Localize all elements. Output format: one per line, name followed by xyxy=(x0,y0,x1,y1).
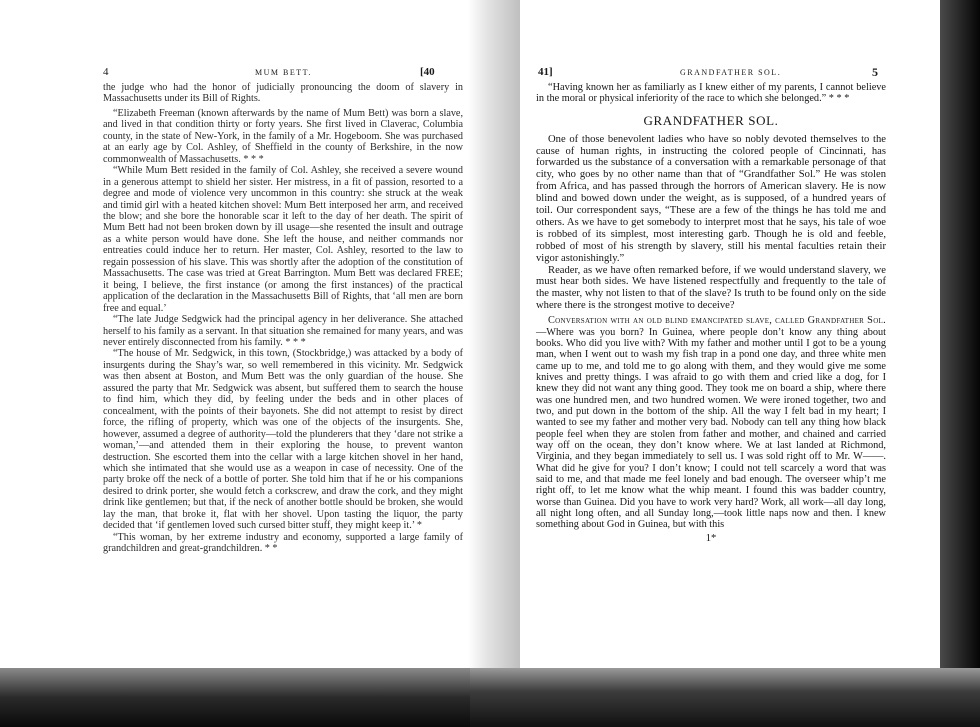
left-paragraph: “This woman, by her extreme industry and economy, supported a large family of grandchildren and great-grandchildren. * * xyxy=(103,531,463,555)
right-page-ref: 41] xyxy=(538,66,553,78)
left-paragraph: “The late Judge Sedgwick had the principal agency in her deliverance. She attached herself to his family as a servant. In that situation she remained for many years, and was never entirely disconnected from his family. * * * xyxy=(103,314,463,348)
left-paragraph: the judge who had the honor of judicially pronouncing the doom of slavery in Massachusetts under its Bill of Rights. xyxy=(103,82,463,105)
left-paragraph: “Elizabeth Freeman (known afterwards by the name of Mum Bett) was born a slave, and lived in that condition thirty or forty years. She first lived in Claverac, Columbia county, in the state of New-York, in the family of a Mr. Hogeboom. She was purchased at an early age by Col. Ashley, of Sheffield in the county of Berkshire, in the now commonwealth of Massachusetts. * * * xyxy=(103,107,463,165)
left-paragraph: “The house of Mr. Sedgwick, in this town, (Stockbridge,) was attacked by a body of insurgents during the Shay’s war, so well remembered in this vicinity. Mr. Sedgwick was then absent at Boston, and Mum Bett was the only guardian of the house. She assured the party that Mr. Sedgwick was absent, but suffered them to search the house to find him, which they did, by feeling under the beds and in other places of concealment, with the points of their bayonets. She did not attempt to resist by direct force, the rifling of property, which was one of the objects of the insurgents. She, however, assumed a degree of authority—told the plunderers that they ‘dare not strike a woman,’—and attended them in their exploring the house, to prevent wanton destruction. She escorted them into the cellar with a large kitchen shovel in her hand, which she intimated that she would use as a weapon in case of necessity. One of the party broke off the neck of a bottle of porter. She told him that if he or his companions desired to drink porter, she would fetch a corkscrew, and draw the cork, and they might drink like gentlemen; but that, if the neck of another bottle should be broken, she would lay the man, that broke it, flat with her shovel. Upon tasting the liquor, the party decided that ‘if gentlemen loved such cursed bitter stuff, they might keep it.’ * xyxy=(103,348,463,532)
signature-mark: 1* xyxy=(705,532,717,544)
right-paragraph: Reader, as we have often remarked before, if we would understand slavery, we must hear both sides. We have listened respectfully and frequently to the tale of the master, why not listen to that of the slave? Is truth to be found only on the side where there is the strongest motive to deceive? xyxy=(536,264,886,312)
right-paragraph: One of those benevolent ladies who have so nobly devoted themselves to the cause of human rights, in instructing the colored people of Cincinnati, has forwarded us the substance of a conversation with a remarkable personage of that city, who goes by no other name than that of “Grandfather Sol.” He was stolen from Africa, and has passed through the horrors of American slavery. He is now blind and bowed down under the weight, as is supposed, of a hundred years of toil. Our correspondent says, “These are a few of the things he has told me and others. As we have to get somebody to interpret most that he says, his tale of woe is robbed of its simplest, most interesting garb. Though he is old and feeble, robbed of most of his strength by slavery, still his mental faculties retain their vigor astonishingly.” xyxy=(536,133,886,264)
conversation-lead: Conversation with an old blind emancipated slave, called Grandfather Sol. xyxy=(548,315,886,327)
right-text-column xyxy=(536,82,886,545)
book-gutter xyxy=(468,0,522,727)
left-paragraph: “While Mum Bett resided in the family of Col. Ashley, she received a severe wound in a generous attempt to shield her sister. Her mistress, in a fit of passion, resorted to a degree and mode of violence very uncommon in this country: she struck at the weak and timid girl with a heated kitchen shovel: Mum Bett interposed her arm, and received the blow; and she bore the honorable scar it left to the day of her death. The spirit of Mum Bett had not been broken down by ill usage—she resented the insult and outrage as a white person would have done. She left the house, and neither commands nor entreaties could induce her to return. Her master, Col. Ashley, resorted to the law to regain possession of his slave. This was shortly after the adoption of the constitution of Massachusetts. The case was tried at Great Barrington. Mum Bett was declared FREE; it being, I believe, the first instance (or among the first instances) of the practical application of the declaration in the Massachusetts Bill of Rights, that ‘all men are born free and equal.’ xyxy=(103,165,463,314)
bottom-shadow-left xyxy=(0,668,470,727)
conversation-text: —Where was you born? In Guinea, where people don’t know any thing about books. Who did you live with? With my father and mother until I got to be a young man, when I went out to wash my fish trap in a pond one day, and three white men came up to me, and told me to go along with them, and they would give me some knives and pretty things. I was afraid to go with them and cried like a dog, for I knew they did not want any thing good. They took me on board a ship, where there was one hundred men, and two hundred women. We were ironed together, two and two, and put down in the bottom of the ship. All the way I felt bad in my heart; I wanted to see my father and mother very bad. Nobody can tell any thing how black people feel when they are stolen from father and mother, and chained and carried way off on the ocean, they don’t know where. We at last landed at Richmond, Virginia, and they began immediately to sell us. I was sold right off to Mr. W——. What did he give for you? I don’t know; I could not tell scarcely a word that was said to me, and that made me feel lonely and bad enough. The overseer whip’t me right off, to let me know what the whip meant. I found this was badder country, worse than Guinea. Did you have to work very hard? Work, all work—all day long, all night long often, and all Sunday long,—took little naps now and then. I knew something about God in Guinea, but with this xyxy=(536,326,886,531)
left-text-column xyxy=(103,82,463,555)
page-edge-shadow xyxy=(940,0,980,727)
right-running-head: GRANDFATHER SOL. xyxy=(680,68,782,77)
left-running-head: MUM BETT. xyxy=(255,68,312,77)
left-page-number: 4 xyxy=(103,66,109,78)
opening-quote: “Having known her as familiarly as I knew either of my parents, I cannot believe in the moral or physical inferiority of the race to which she belonged.” * * * xyxy=(536,82,886,105)
section-title: GRANDFATHER SOL. xyxy=(643,112,779,128)
right-page-number: 5 xyxy=(872,65,878,79)
left-page-ref: [40 xyxy=(420,66,435,78)
bottom-shadow xyxy=(0,668,980,727)
